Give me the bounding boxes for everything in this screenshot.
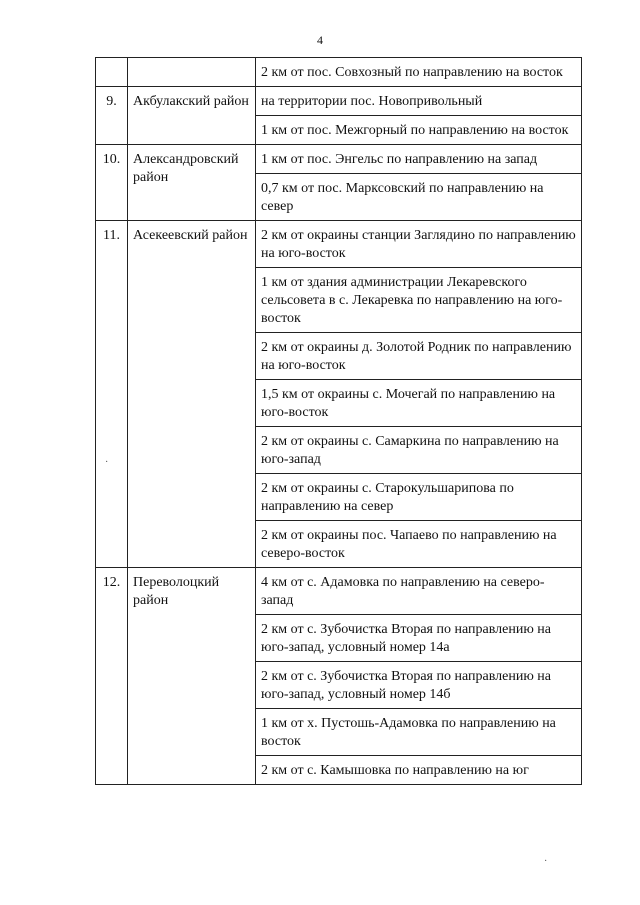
regions-table (95, 57, 582, 785)
table-row (96, 58, 582, 87)
location-cell: 2 км от с. Зубочистка Вторая по направлению на юго-запад, условный номер 14а (256, 615, 582, 662)
row-number-cell: 9. (96, 87, 128, 145)
row-number-cell: 11. (96, 221, 128, 568)
location-cell: на территории пос. Новопривольный (256, 87, 582, 116)
location-cell: 2 км от окраины пос. Чапаево по направлению на северо-восток (256, 521, 582, 568)
district-cell: Акбулакский район (128, 87, 256, 145)
location-cell: 1 км от пос. Межгорный по направлению на восток (256, 116, 582, 145)
scan-speck: · (105, 457, 109, 468)
district-cell: Асекеевский район (128, 221, 256, 568)
location-cell: 2 км от с. Камышовка по направлению на юг (256, 756, 582, 785)
regions-table-body (96, 58, 582, 785)
location-cell: 4 км от с. Адамовка по направлению на северо-запад (256, 568, 582, 615)
location-cell: 1,5 км от окраины с. Мочегай по направлению на юго-восток (256, 380, 582, 427)
location-cell: 2 км от окраины станции Заглядино по направлению на юго-восток (256, 221, 582, 268)
district-cell: Александровский район (128, 145, 256, 221)
location-cell: 1 км от здания администрации Лекаревского сельсовета в с. Лекаревка по направлению на юго-восток (256, 268, 582, 333)
row-number-cell: 12. (96, 568, 128, 785)
table-row (96, 568, 582, 615)
page-number: 4 (317, 33, 323, 47)
location-cell: 2 км от окраины д. Золотой Родник по направлению на юго-восток (256, 333, 582, 380)
scan-speck: · (544, 856, 548, 867)
table-row (96, 221, 582, 268)
location-cell: 0,7 км от пос. Марксовский по направлению на север (256, 174, 582, 221)
location-cell: 2 км от пос. Совхозный по направлению на восток (256, 58, 582, 87)
location-cell: 1 км от пос. Энгельс по направлению на запад (256, 145, 582, 174)
location-cell: 2 км от окраины с. Старокульшарипова по направлению на север (256, 474, 582, 521)
location-cell: 2 км от окраины с. Самаркина по направлению на юго-запад (256, 427, 582, 474)
location-cell: 2 км от с. Зубочистка Вторая по направлению на юго-запад, условный номер 14б (256, 662, 582, 709)
row-number-cell: 10. (96, 145, 128, 221)
location-cell: 1 км от х. Пустошь-Адамовка по направлению на восток (256, 709, 582, 756)
table-row (96, 87, 582, 116)
district-cell: Переволоцкий район (128, 568, 256, 785)
row-number-cell (96, 58, 128, 87)
district-cell (128, 58, 256, 87)
table-row (96, 145, 582, 174)
